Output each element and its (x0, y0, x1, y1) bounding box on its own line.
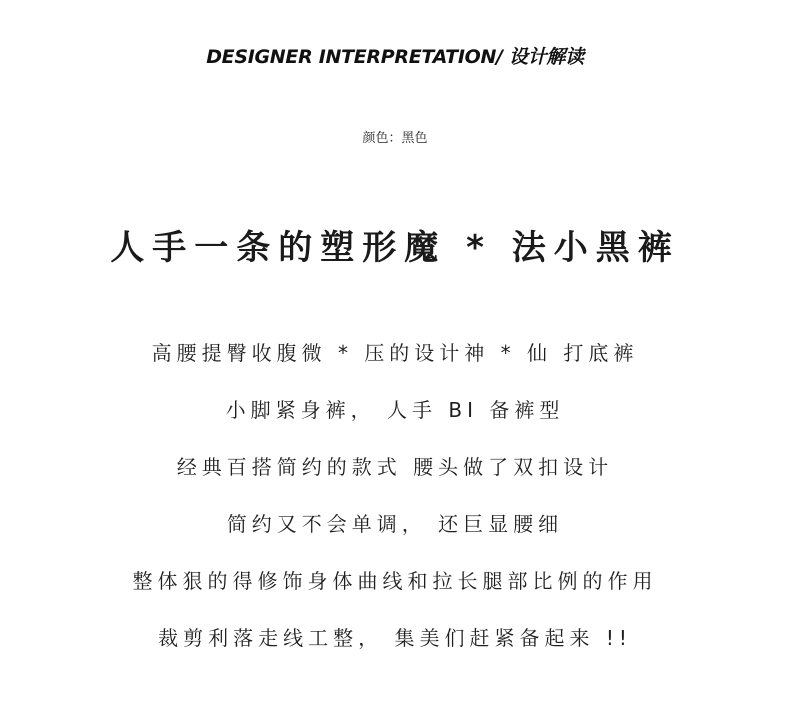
description-line: 高腰提臀收腹微 * 压的设计神 * 仙 打底裤 (151, 341, 639, 365)
product-headline: 人手一条的塑形魔 * 法小黑裤 (110, 228, 680, 268)
description-line: 小脚紧身裤， 人手 BI 备裤型 (225, 398, 565, 422)
description-line: 裁剪利落走线工整， 集美们赶紧备起来 !! (158, 626, 632, 650)
description-line: 简约又不会单调， 还巨显腰细 (226, 512, 564, 536)
section-heading: DESIGNER INTERPRETATION/ 设计解读 (206, 46, 584, 68)
color-label: 颜色：黑色 (362, 131, 428, 146)
description-line: 整体狠的得修饰身体曲线和拉长腿部比例的作用 (132, 569, 658, 593)
description-line: 经典百搭简约的款式 腰头做了双扣设计 (176, 455, 614, 479)
